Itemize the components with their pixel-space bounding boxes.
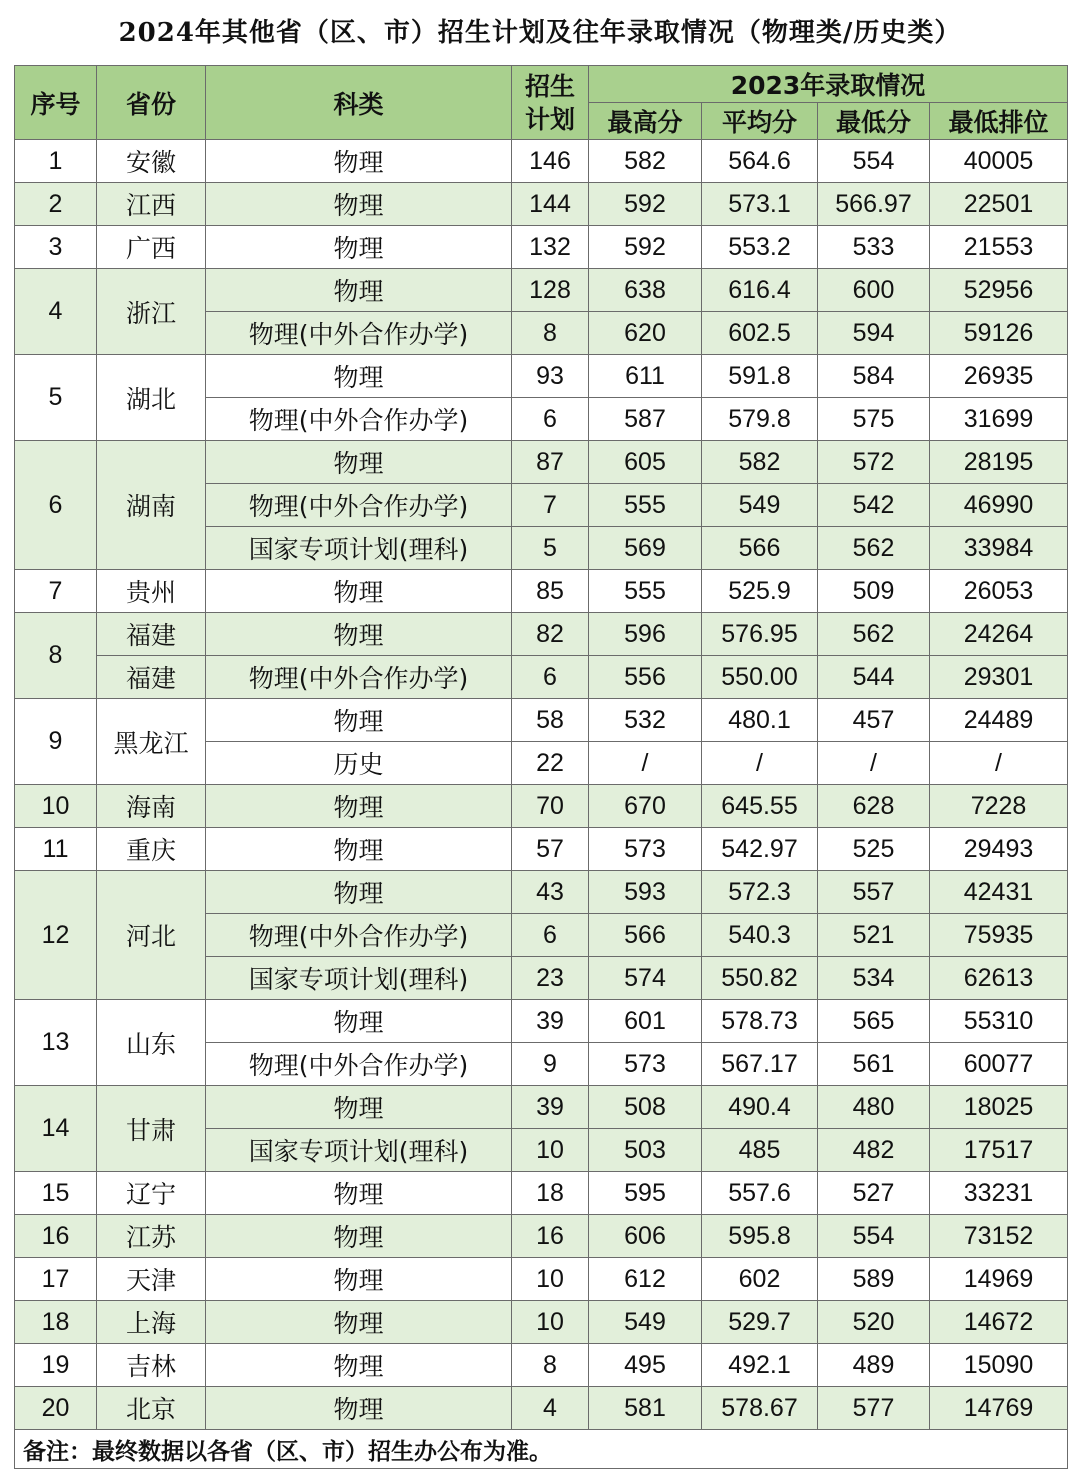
cell-max-score: 596 [589,613,702,656]
cell-avg-score: 550.82 [702,957,818,1000]
cell-avg-score: 566 [702,527,818,570]
header-plan [512,66,589,140]
cell-plan: 5 [512,527,589,570]
cell-min-score: 489 [818,1344,930,1387]
cell-min-rank: 52956 [930,269,1068,312]
cell-subject: 国家专项计划(理科) [206,957,512,1000]
cell-subject: 物理 [206,785,512,828]
cell-min-rank: 24489 [930,699,1068,742]
cell-subject: 物理(中外合作办学) [206,312,512,355]
cell-min-rank: 29301 [930,656,1068,699]
cell-max-score: 611 [589,355,702,398]
table-row [15,226,1068,269]
cell-subject: 物理(中外合作办学) [206,484,512,527]
cell-max-score: 555 [589,570,702,613]
cell-avg-score: 540.3 [702,914,818,957]
table-body [15,140,1068,1430]
cell-plan: 9 [512,1043,589,1086]
cell-subject: 物理 [206,1086,512,1129]
cell-province: 上海 [97,1301,206,1344]
table-row [15,183,1068,226]
cell-max-score: 638 [589,269,702,312]
cell-min-rank: 7228 [930,785,1068,828]
cell-subject: 物理 [206,355,512,398]
cell-max-score: 549 [589,1301,702,1344]
cell-max-score: 503 [589,1129,702,1172]
cell-province: 天津 [97,1258,206,1301]
cell-min-rank: 22501 [930,183,1068,226]
cell-avg-score: 573.1 [702,183,818,226]
cell-province: 辽宁 [97,1172,206,1215]
header-avg: 平均分 [702,103,818,140]
cell-avg-score: 490.4 [702,1086,818,1129]
cell-province: 福建 [97,613,206,656]
cell-plan: 4 [512,1387,589,1430]
cell-min-rank: 17517 [930,1129,1068,1172]
cell-plan: 6 [512,656,589,699]
table-row [15,699,1068,742]
header-min: 最低分 [818,103,930,140]
cell-min-score: 562 [818,613,930,656]
cell-max-score: 612 [589,1258,702,1301]
cell-plan: 10 [512,1129,589,1172]
cell-subject: 物理(中外合作办学) [206,398,512,441]
footnote: 备注：最终数据以各省（区、市）招生办公布为准。 [15,1430,1068,1469]
cell-subject: 物理 [206,570,512,613]
cell-min-score: 584 [818,355,930,398]
cell-max-score: 573 [589,1043,702,1086]
cell-max-score: 574 [589,957,702,1000]
cell-subject: 物理 [206,871,512,914]
cell-avg-score: 550.00 [702,656,818,699]
cell-max-score: 593 [589,871,702,914]
cell-min-score: 594 [818,312,930,355]
cell-avg-score: 553.2 [702,226,818,269]
cell-min-score: 533 [818,226,930,269]
cell-min-score: 457 [818,699,930,742]
table-row [15,828,1068,871]
cell-plan: 93 [512,355,589,398]
cell-min-rank: 24264 [930,613,1068,656]
cell-min-score: 482 [818,1129,930,1172]
table-row [15,1172,1068,1215]
table-row [15,871,1068,914]
cell-subject: 物理 [206,226,512,269]
cell-min-rank: 60077 [930,1043,1068,1086]
cell-plan: 70 [512,785,589,828]
cell-min-rank: 33984 [930,527,1068,570]
cell-min-rank: / [930,742,1068,785]
cell-avg-score: 492.1 [702,1344,818,1387]
cell-max-score: 532 [589,699,702,742]
cell-avg-score: 616.4 [702,269,818,312]
header-max: 最高分 [589,103,702,140]
cell-avg-score: 485 [702,1129,818,1172]
header-province: 省份 [97,66,206,140]
table-row [15,785,1068,828]
cell-min-rank: 75935 [930,914,1068,957]
cell-index: 6 [15,441,97,570]
cell-province: 广西 [97,226,206,269]
cell-index: 1 [15,140,97,183]
cell-index: 2 [15,183,97,226]
cell-max-score: 592 [589,183,702,226]
table-row [15,656,1068,699]
cell-index: 5 [15,355,97,441]
cell-plan: 57 [512,828,589,871]
table-row [15,1301,1068,1344]
cell-province: 山东 [97,1000,206,1086]
cell-subject: 物理 [206,828,512,871]
cell-index: 20 [15,1387,97,1430]
cell-plan: 22 [512,742,589,785]
cell-max-score: 566 [589,914,702,957]
cell-province: 江西 [97,183,206,226]
cell-min-rank: 18025 [930,1086,1068,1129]
cell-plan: 8 [512,312,589,355]
cell-province: 河北 [97,871,206,1000]
cell-max-score: / [589,742,702,785]
cell-plan: 132 [512,226,589,269]
cell-max-score: 555 [589,484,702,527]
page-title: 2024年其他省（区、市）招生计划及往年录取情况（物理类/历史类） [118,18,962,48]
cell-min-score: 589 [818,1258,930,1301]
cell-min-score: 554 [818,1215,930,1258]
cell-min-score: 554 [818,140,930,183]
table-row [15,1215,1068,1258]
cell-avg-score: 579.8 [702,398,818,441]
cell-index: 4 [15,269,97,355]
header-rank: 最低排位 [930,103,1068,140]
cell-min-score: 542 [818,484,930,527]
cell-index: 7 [15,570,97,613]
cell-min-rank: 26935 [930,355,1068,398]
header-2023-group: 2023年录取情况 [589,66,1068,103]
cell-min-score: 525 [818,828,930,871]
cell-index: 10 [15,785,97,828]
cell-min-rank: 73152 [930,1215,1068,1258]
cell-avg-score: 578.73 [702,1000,818,1043]
cell-province: 湖北 [97,355,206,441]
cell-subject: 国家专项计划(理科) [206,527,512,570]
cell-avg-score: 557.6 [702,1172,818,1215]
cell-max-score: 620 [589,312,702,355]
cell-avg-score: 576.95 [702,613,818,656]
cell-avg-score: 529.7 [702,1301,818,1344]
cell-index: 19 [15,1344,97,1387]
cell-avg-score: 578.67 [702,1387,818,1430]
cell-avg-score: 572.3 [702,871,818,914]
cell-min-score: 561 [818,1043,930,1086]
cell-min-score: 572 [818,441,930,484]
cell-max-score: 601 [589,1000,702,1043]
cell-subject: 物理 [206,1301,512,1344]
cell-subject: 物理 [206,269,512,312]
cell-subject: 物理(中外合作办学) [206,1043,512,1086]
cell-plan: 39 [512,1086,589,1129]
cell-plan: 39 [512,1000,589,1043]
cell-plan: 128 [512,269,589,312]
cell-subject: 物理 [206,699,512,742]
cell-min-rank: 42431 [930,871,1068,914]
cell-plan: 7 [512,484,589,527]
cell-province: 福建 [97,656,206,699]
cell-min-score: 527 [818,1172,930,1215]
table-row [15,1086,1068,1129]
cell-max-score: 573 [589,828,702,871]
cell-subject: 物理 [206,140,512,183]
cell-max-score: 495 [589,1344,702,1387]
cell-min-score: 534 [818,957,930,1000]
cell-avg-score: / [702,742,818,785]
cell-subject: 历史 [206,742,512,785]
cell-min-rank: 46990 [930,484,1068,527]
cell-index: 8 [15,613,97,699]
cell-min-score: 577 [818,1387,930,1430]
cell-subject: 物理 [206,1344,512,1387]
cell-province: 安徽 [97,140,206,183]
cell-subject: 物理 [206,1172,512,1215]
cell-min-score: 575 [818,398,930,441]
cell-province: 海南 [97,785,206,828]
cell-min-rank: 31699 [930,398,1068,441]
cell-subject: 物理 [206,183,512,226]
cell-min-rank: 40005 [930,140,1068,183]
cell-min-rank: 15090 [930,1344,1068,1387]
cell-subject: 物理 [206,1258,512,1301]
cell-index: 18 [15,1301,97,1344]
cell-avg-score: 582 [702,441,818,484]
cell-subject: 物理 [206,613,512,656]
cell-subject: 物理 [206,1387,512,1430]
cell-min-score: 480 [818,1086,930,1129]
cell-max-score: 569 [589,527,702,570]
cell-province: 贵州 [97,570,206,613]
table-header [15,66,1068,140]
table-row [15,1000,1068,1043]
cell-plan: 144 [512,183,589,226]
cell-avg-score: 564.6 [702,140,818,183]
cell-province: 吉林 [97,1344,206,1387]
cell-index: 9 [15,699,97,785]
cell-province: 重庆 [97,828,206,871]
cell-subject: 国家专项计划(理科) [206,1129,512,1172]
cell-province: 北京 [97,1387,206,1430]
cell-avg-score: 645.55 [702,785,818,828]
cell-avg-score: 595.8 [702,1215,818,1258]
table-row [15,613,1068,656]
cell-min-rank: 59126 [930,312,1068,355]
cell-index: 3 [15,226,97,269]
cell-min-rank: 14969 [930,1258,1068,1301]
cell-min-rank: 14672 [930,1301,1068,1344]
cell-max-score: 670 [589,785,702,828]
cell-min-score: 521 [818,914,930,957]
table-row [15,355,1068,398]
cell-plan: 6 [512,914,589,957]
cell-index: 13 [15,1000,97,1086]
cell-plan: 18 [512,1172,589,1215]
cell-index: 14 [15,1086,97,1172]
cell-avg-score: 480.1 [702,699,818,742]
cell-avg-score: 525.9 [702,570,818,613]
cell-province: 黑龙江 [97,699,206,785]
cell-max-score: 556 [589,656,702,699]
table-row [15,1387,1068,1430]
table-row [15,140,1068,183]
cell-index: 16 [15,1215,97,1258]
cell-subject: 物理 [206,441,512,484]
cell-min-score: 562 [818,527,930,570]
cell-max-score: 605 [589,441,702,484]
cell-max-score: 581 [589,1387,702,1430]
cell-min-rank: 21553 [930,226,1068,269]
header-subject: 科类 [206,66,512,140]
cell-min-rank: 33231 [930,1172,1068,1215]
cell-plan: 82 [512,613,589,656]
cell-plan: 23 [512,957,589,1000]
cell-min-score: 565 [818,1000,930,1043]
cell-plan: 87 [512,441,589,484]
cell-province: 浙江 [97,269,206,355]
cell-min-score: 600 [818,269,930,312]
cell-avg-score: 542.97 [702,828,818,871]
cell-subject: 物理(中外合作办学) [206,656,512,699]
table-row [15,570,1068,613]
cell-plan: 10 [512,1301,589,1344]
cell-min-score: 628 [818,785,930,828]
cell-min-score: 509 [818,570,930,613]
cell-max-score: 582 [589,140,702,183]
cell-subject: 物理 [206,1000,512,1043]
cell-min-rank: 26053 [930,570,1068,613]
cell-min-score: 520 [818,1301,930,1344]
cell-plan: 58 [512,699,589,742]
cell-subject: 物理 [206,1215,512,1258]
cell-min-score: 566.97 [818,183,930,226]
cell-avg-score: 567.17 [702,1043,818,1086]
cell-max-score: 595 [589,1172,702,1215]
cell-province: 甘肃 [97,1086,206,1172]
cell-max-score: 587 [589,398,702,441]
cell-min-rank: 28195 [930,441,1068,484]
table-row [15,441,1068,484]
cell-province: 湖南 [97,441,206,570]
cell-avg-score: 549 [702,484,818,527]
cell-min-score: 557 [818,871,930,914]
cell-index: 12 [15,871,97,1000]
table-row [15,1344,1068,1387]
header-index: 序号 [15,66,97,140]
cell-plan: 43 [512,871,589,914]
cell-max-score: 592 [589,226,702,269]
header-plan-text: 招生计划 [524,71,575,134]
cell-avg-score: 602 [702,1258,818,1301]
cell-min-rank: 55310 [930,1000,1068,1043]
cell-avg-score: 602.5 [702,312,818,355]
cell-plan: 85 [512,570,589,613]
cell-subject: 物理(中外合作办学) [206,914,512,957]
admission-table [14,65,1068,1469]
cell-plan: 6 [512,398,589,441]
cell-max-score: 606 [589,1215,702,1258]
cell-min-score: / [818,742,930,785]
cell-index: 17 [15,1258,97,1301]
table-row [15,269,1068,312]
cell-min-rank: 62613 [930,957,1068,1000]
cell-plan: 8 [512,1344,589,1387]
cell-min-rank: 14769 [930,1387,1068,1430]
cell-min-score: 544 [818,656,930,699]
table-row [15,1258,1068,1301]
cell-plan: 10 [512,1258,589,1301]
cell-index: 15 [15,1172,97,1215]
cell-plan: 146 [512,140,589,183]
cell-plan: 16 [512,1215,589,1258]
cell-index: 11 [15,828,97,871]
cell-avg-score: 591.8 [702,355,818,398]
cell-province: 江苏 [97,1215,206,1258]
cell-max-score: 508 [589,1086,702,1129]
cell-min-rank: 29493 [930,828,1068,871]
